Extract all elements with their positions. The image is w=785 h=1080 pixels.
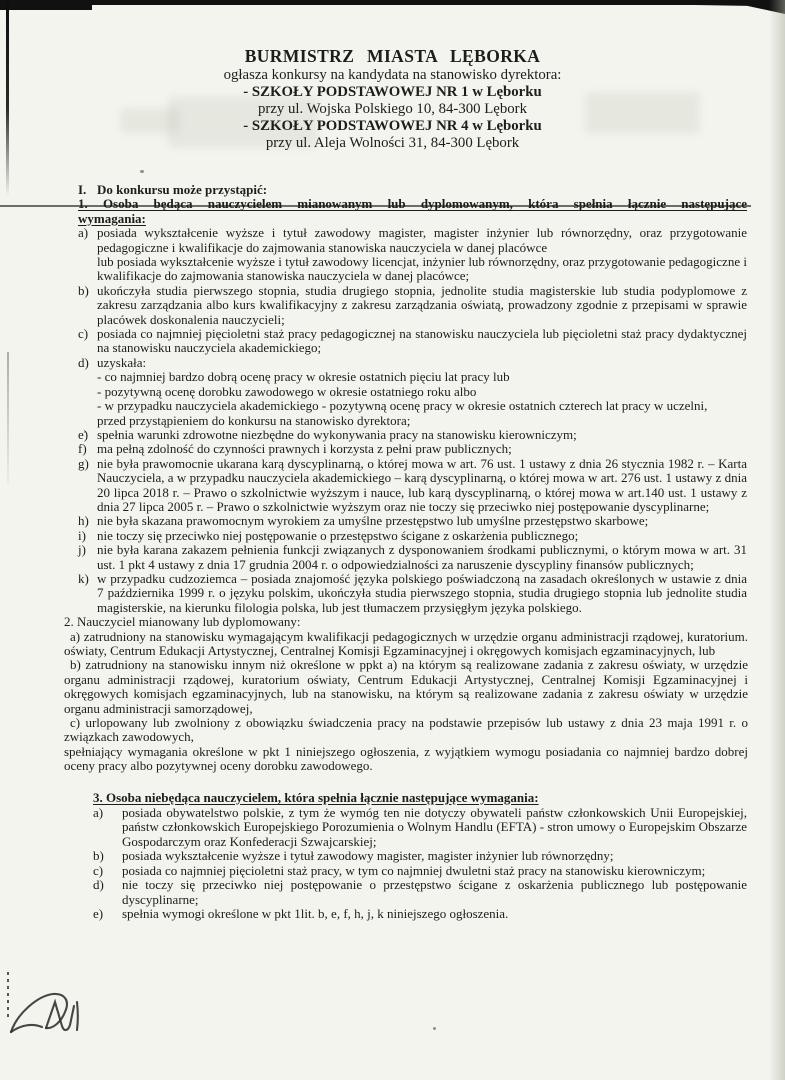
section-3 [93,791,747,922]
document-header [0,46,785,152]
scan-top-edge [0,0,785,5]
point-1-heading: 1. Osoba będąca nauczycielem mianowanym lub dyplomowanym, która spełnia łącznie następujące wymagania: [78,196,747,226]
paragraph: spełniający wymagania określone w pkt 1 niniejszego ogłoszenia, z wyjątkiem wymogu posiadania co najmniej bardzo dobrej oceny pracy albo pozytywnej oceny dorobku zawodowego. [64,743,748,774]
list-marker: c) [93,862,104,878]
page-title: BURMISTRZ MIASTA LĘBORKA [244,46,541,66]
item-text: nie toczy się przeciwko niej postępowanie o przestępstwo ścigane z oskarżenia publicznego lub postępowanie dyscyplinarne; [122,877,747,907]
item-text: nie toczy się przeciwko niej postępowanie o przestępstwo ścigane z oskarżenia publicznego; [97,527,579,543]
school-2-name: - SZKOŁY PODSTAWOWEJ NR 4 w Lęborku [243,118,542,134]
school-1-name: - SZKOŁY PODSTAWOWEJ NR 1 w Lęborku [243,84,542,100]
list-marker: I. [78,182,87,197]
list-item [78,442,747,456]
list-item [78,514,747,528]
list-item [78,428,747,442]
list-item [78,457,747,515]
item-text: nie była prawomocnie ukarana karą dyscyplinarną, o której mowa w art. 76 ust. 1 ustawy z dnia 26 stycznia 1982 r. – Karta Nauczyciela, a w przypadku nauczyciela akademickiego – karą dyscyplinarną, o której mowa w art. 276 ust. 1 ustawy z dnia 20 lipca 2018 r. – Prawo o szkolnictwie wyższym i nauce, lub karą dyscyplinarną, o której mowa w art.140 ust. 1 ustawy z dnia 27 lipca 2005 r. – Prawo o szkolnictwie wyższym oraz nie toczy się przeciwko niej postępowanie dyscyplinarne; [97,455,747,514]
item-text: posiada wykształcenie wyższe i tytuł zawodowy magister, magister inżynier lub równorzędny, oraz przygotowanie pedagogiczne i kwalifikacje do zajmowania stanowiska nauczyciela w danej placówce [97,225,747,255]
list-marker: a) [78,225,89,241]
item-text: ma pełną zdolność do czynności prawnych i korzysta z pełni praw publicznych; [97,441,512,457]
section-2 [64,615,748,773]
list-item [78,226,747,284]
item-text: nie była skazana prawomocnym wyrokiem za umyślne przestępstwo lub umyślne przestępstwo skarbowe; [97,513,649,529]
item-text: lub posiada wykształcenie wyższe i tytuł zawodowy licencjat, inżynier lub równorzędny, oraz przygotowanie pedagogiczne i kwalifikacje do zajmowania stanowiska nauczyciela w danej placówce; [97,254,747,284]
list-item [93,864,747,878]
point-3-heading: 3. Osoba niebędąca nauczycielem, która spełnia łącznie następujące wymagania: [93,789,539,805]
list-marker: k) [78,570,89,586]
item-text: posiada obywatelstwo polskie, z tym że wymóg ten nie dotyczy obywateli państw członkowskich Unii Europejskiej, państw członkowskich Europejskiego Porozumienia o Wolnym Handlu (EFTA) - stron umowy o Europejskim Obszarze Gospodarczym oraz Konfederacji Szwajcarskiej; [122,805,747,849]
school-2-address: przy ul. Aleja Wolności 31, 84-300 Lębork [265,135,520,151]
document-body [0,183,785,921]
paragraph: a) zatrudniony na stanowisku wymagającym kwalifikacji pedagogicznych w urzędzie organu administracji rządowej, kuratorium. oświaty, Centrum Edukacji Artystycznej, Centralnej Komisji Egzaminacyjnej i okręgowych komisjach egzaminacyjnych, lub [64,628,748,658]
item-text: posiada co najmniej pięcioletni staż pracy pedagogicznej na stanowisku nauczyciela lub pięcioletni staż pracy dydaktycznej na stanowisku nauczyciela akademickiego; [97,326,747,356]
scan-top-left-edge [0,0,92,10]
list-marker: h) [78,513,89,529]
paragraph: b) zatrudniony na stanowisku innym niż określone w ppkt a) na którym są realizowane zadania z zakresu oświaty, w urzędzie organu administracji rządowej, kuratorium oświaty, Centrum Edukacji Artystycznej, Centralnej Komisji Egzaminacyjnej i okręgowych komisjach egzaminacyjnych, lub na stanowisku, na którym są realizowane zadania z zakresu oświaty w urzędzie organu administracji samorządowej, [64,657,748,716]
list-item [78,327,747,356]
list-marker: d) [93,877,104,893]
list-item [78,572,747,615]
list-marker: b) [78,282,89,298]
item-subtext: - co najmniej bardzo dobrą ocenę pracy w okresie ostatnich pięciu lat pracy lub [97,369,510,385]
item-subtext: - pozytywną ocenę dorobku zawodowego w okresie ostatniego roku albo [97,383,477,399]
list-marker: d) [78,354,89,370]
list-item [93,806,747,849]
item-text: nie była karana zakazem pełnienia funkcji związanych z dysponowaniem środkami publicznymi, o którym mowa w art. 31 ust. 1 pkt 4 ustawy z dnia 17 grudnia 2004 r. o odpowiedzialności za naruszenie dyscypliny finansów publicznych; [97,542,747,572]
paper-speck [433,1027,436,1030]
item-text: posiada wykształcenie wyższe i tytuł zawodowy magister, magister inżynier lub równorzędny; [122,848,614,864]
list-marker: g) [78,455,89,471]
list-item [93,878,747,907]
list-item [93,849,747,863]
list-marker: b) [93,848,104,864]
item-subtext: przed przystąpieniem do konkursu na stanowisko dyrektora; [97,412,411,428]
paragraph: c) urlopowany lub zwolniony z obowiązku świadczenia pracy na podstawie przepisów lub ustawy z dnia 23 maja 1991 r. o związkach zawodowych, [64,715,748,745]
point-2-heading: 2. Nauczyciel mianowany lub dyplomowany: [64,614,301,630]
list-item [78,543,747,572]
section-I-text: Do konkursu może przystąpić: [97,182,268,197]
item-text: spełnia warunki zdrowotne niezbędne do wykonywania pracy na stanowisku kierowniczym; [97,426,577,442]
list-marker: c) [78,326,89,342]
section-I-heading [78,183,747,197]
section-1 [78,183,747,615]
item-text: spełnia wymogi określone w pkt 1lit. b, e, f, h, j, k niniejszego ogłoszenia. [122,905,509,921]
item-text: uzyskała: [97,354,147,370]
item-text: w przypadku cudzoziemca – posiada znajomość języka polskiego poświadczoną na zasadach określonych w ustawie z dnia 7 października 1999 r. o języku polskim, ukończyła studia pierwszego stopnia, studia drugiego stopnia lub jednolite studia magisterskie, na kierunku filologia polska, lub jest tłumaczem przysięgłym języka polskiego. [97,570,747,615]
list-item [93,907,747,921]
item-text: ukończyła studia pierwszego stopnia, studia drugiego stopnia, jednolite studia magisterskie lub studia podyplomowe z zakresu zarządzania albo kurs kwalifikacyjny z zakresu zarządzania oświatą, prowadzony zgodnie z przepisami w sprawie placówek doskonalenia nauczycieli; [97,282,747,327]
item-text: posiada co najmniej pięcioletni staż pracy, w tym co najmniej dwuletni staż pracy na stanowisku kierowniczym; [122,862,706,878]
list-marker: i) [78,527,86,543]
list-item [78,284,747,327]
school-1-address: przy ul. Wojska Polskiego 10, 84-300 Lębork [258,101,527,117]
list-marker: j) [78,542,86,558]
list-marker: e) [93,905,104,921]
header-subtitle: ogłasza konkursy na kandydata na stanowisko dyrektora: [223,67,562,83]
list-marker: f) [78,441,87,457]
list-item [78,356,747,428]
list-item [78,529,747,543]
list-marker: a) [93,805,104,821]
list-marker: e) [78,426,89,442]
paper-speck [140,170,144,173]
handwritten-initials-icon [3,984,91,1048]
item-subtext: - w przypadku nauczyciela akademickiego - pozytywną ocenę pracy w okresie ostatnich czterech lat pracy w uczelni, [97,398,708,414]
